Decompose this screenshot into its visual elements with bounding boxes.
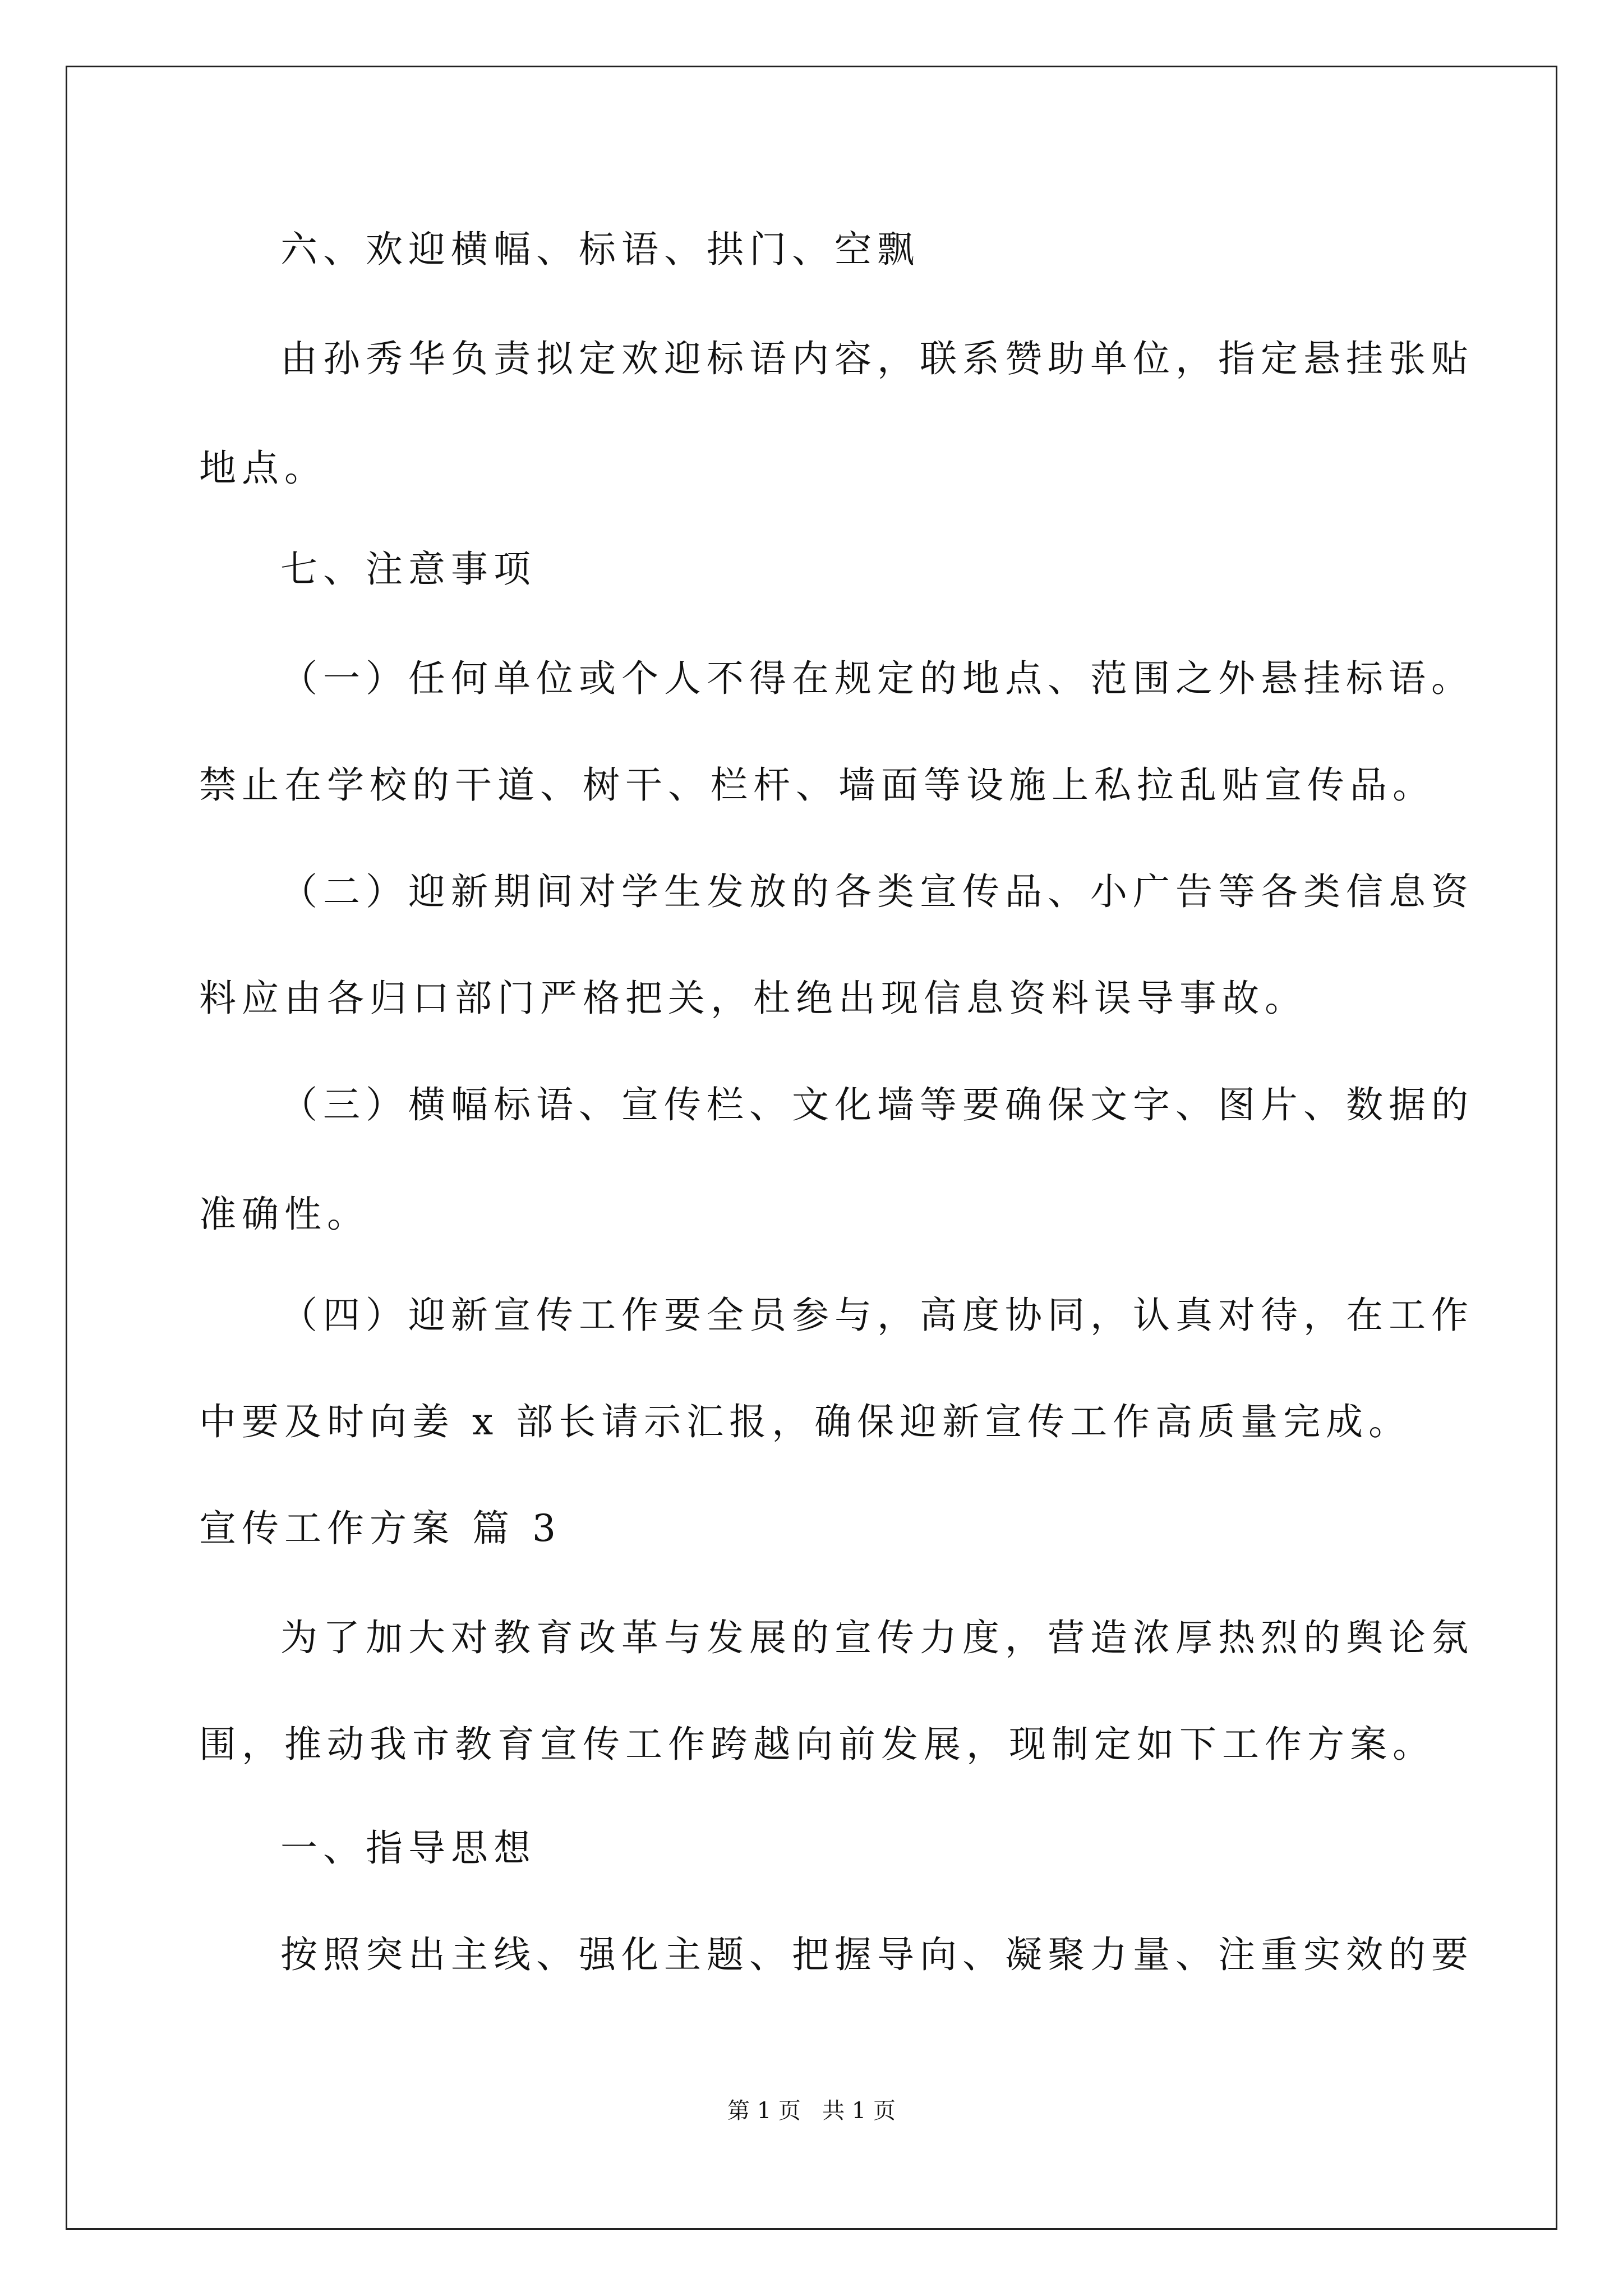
paragraph-line: 围，推动我市教育宣传工作跨越向前发展，现制定如下工作方案。 bbox=[199, 1723, 1435, 1766]
paragraph-line: 中要及时向姜 x 部长请示汇报，确保迎新宣传工作高质量完成。 bbox=[199, 1400, 1412, 1443]
paragraph-line: （三）横幅标语、宣传栏、文化墙等要确保文字、图片、数据的 bbox=[280, 1083, 1474, 1126]
section-heading-1: 一、指导思想 bbox=[280, 1826, 536, 1870]
page-footer: 第 1 页 共 1 页 bbox=[727, 2098, 896, 2124]
paragraph-line: 地点。 bbox=[199, 447, 327, 490]
paragraph-line: 按照突出主线、强化主题、把握导向、凝聚力量、注重实效的要 bbox=[280, 1933, 1474, 1976]
paragraph-line: 料应由各归口部门严格把关，杜绝出现信息资料误导事故。 bbox=[199, 977, 1307, 1020]
section-heading-7: 七、注意事项 bbox=[280, 547, 536, 591]
article-title: 宣传工作方案 篇 3 bbox=[199, 1507, 561, 1550]
paragraph-line: （二）迎新期间对学生发放的各类宣传品、小广告等各类信息资 bbox=[280, 870, 1474, 913]
section-heading-6: 六、欢迎横幅、标语、拱门、空飘 bbox=[280, 228, 920, 271]
paragraph-line: 由孙秀华负责拟定欢迎标语内容，联系赞助单位，指定悬挂张贴 bbox=[280, 337, 1474, 380]
paragraph-line: 为了加大对教育改革与发展的宣传力度，营造浓厚热烈的舆论氛 bbox=[280, 1616, 1474, 1659]
paragraph-line: 禁止在学校的干道、树干、栏杆、墙面等设施上私拉乱贴宣传品。 bbox=[199, 763, 1435, 807]
paragraph-line: （四）迎新宣传工作要全员参与，高度协同，认真对待，在工作 bbox=[280, 1294, 1474, 1337]
paragraph-line: 准确性。 bbox=[199, 1193, 370, 1236]
page-border bbox=[66, 66, 1557, 2230]
paragraph-line: （一）任何单位或个人不得在规定的地点、范围之外悬挂标语。 bbox=[280, 657, 1474, 700]
